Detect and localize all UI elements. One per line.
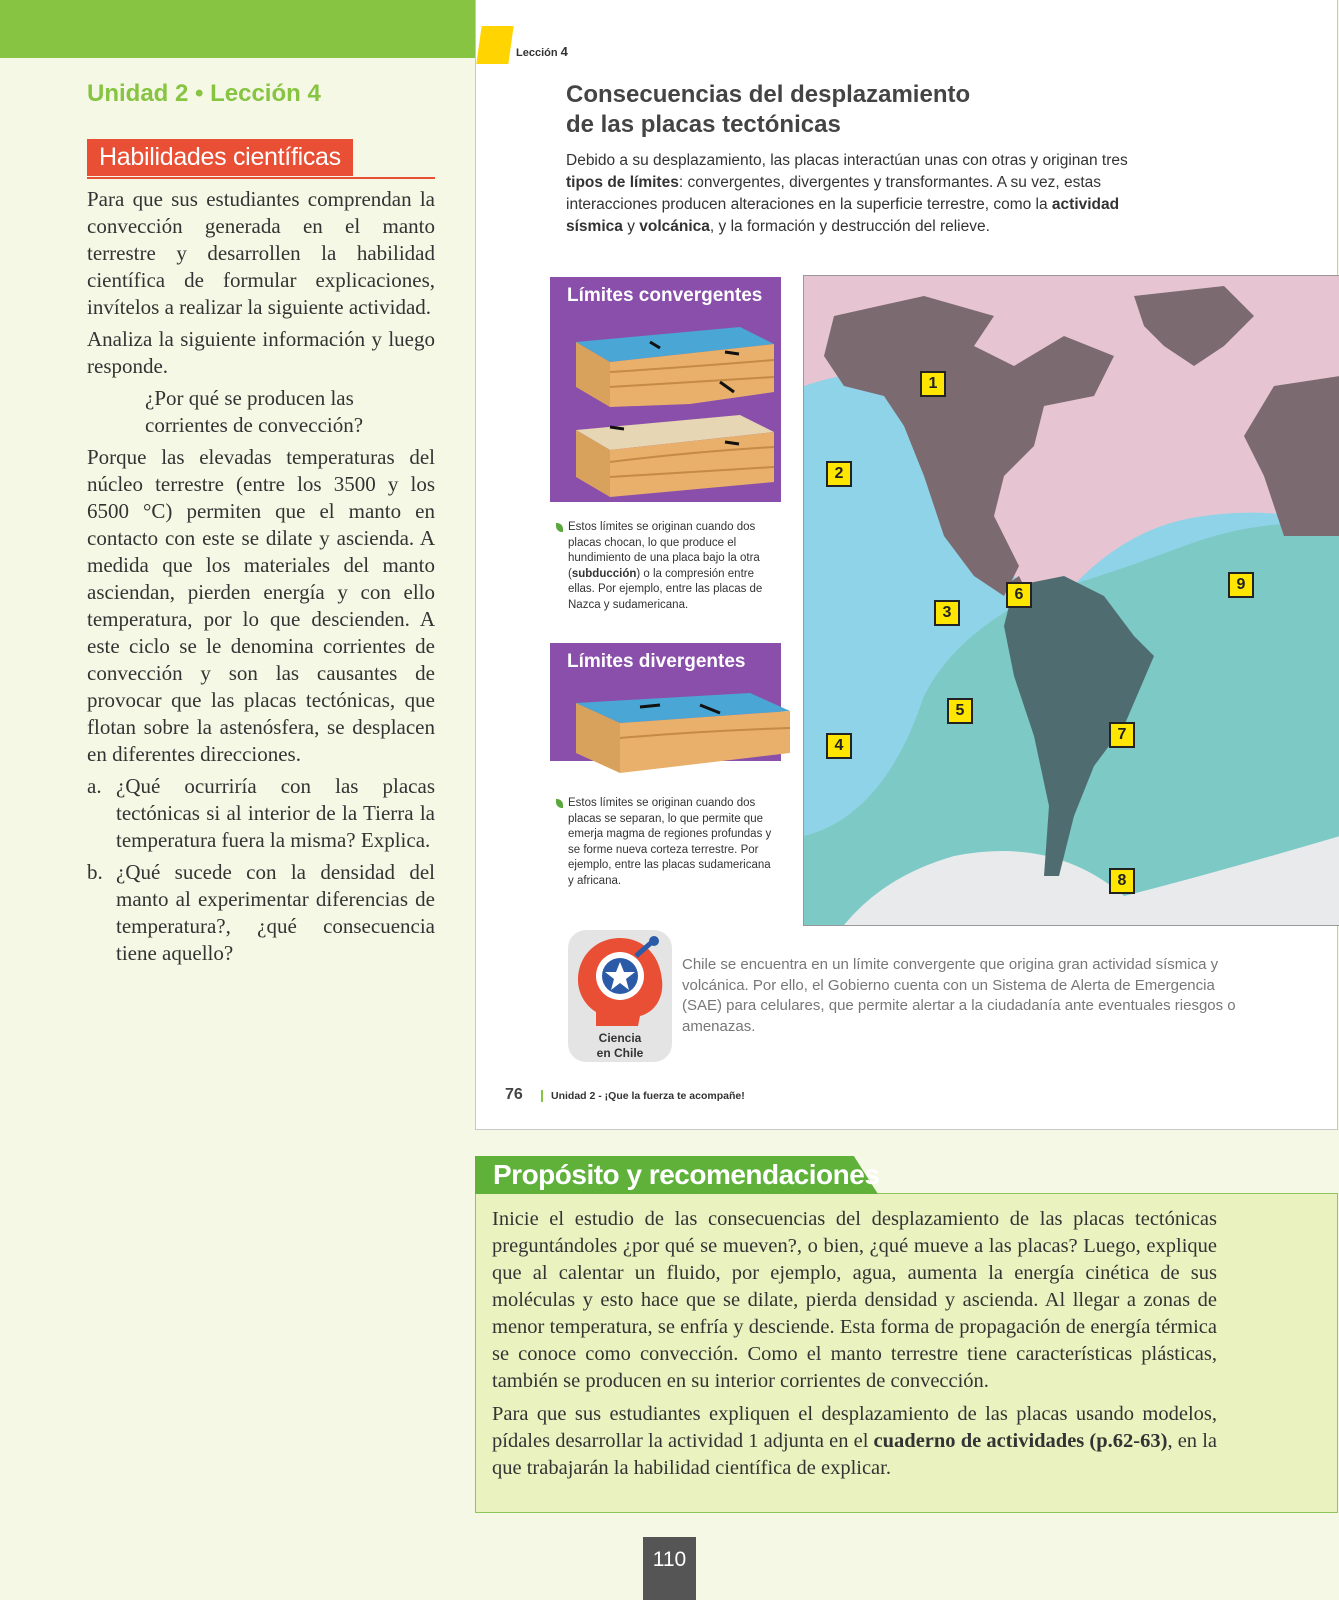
tectonic-map [803,275,1339,926]
leaf-bullet-icon [556,799,563,808]
list-marker: b. [87,860,103,884]
convergent-caption: Estos límites se originan cuando dos placas chocan, lo que produce el hundimiento de una placa bajo la otra (subducción) o la compresión entre ellas. Por ejemplo, entre las placas de Nazca y sudamericana. [568,520,773,613]
list-item-text: ¿Qué sucede con la densidad del manto al experimentar diferencias de temperatura?, ¿qué consecuencia tiene aquello? [116,860,435,965]
unit-lesson-title: Unidad 2 • Lección 4 [87,80,321,107]
instruction-paragraph: Analiza la siguiente información y luego responde. [87,327,435,378]
list-item [87,859,435,967]
book-footer: Unidad 2 - ¡Que la fuerza te acompañe! [551,1090,745,1102]
purpose-title: Propósito y recomendaciones [493,1159,880,1190]
badge-label: Ciencia en Chile [596,1031,644,1060]
skills-body [87,186,435,972]
map-label: 4 [826,733,852,759]
convergent-illustration [550,312,781,502]
list-marker: a. [87,774,102,798]
lesson-tab-marker [476,26,513,64]
map-label: 5 [947,698,973,724]
convergent-panel [550,277,781,502]
purpose-paragraph: Inicie el estudio de las consecuencias del desplazamiento de las placas tectónicas preguntándoles ¿por qué se mueven?, o bien, ¿qué mueve a las placas? Luego, explique que al calentar un fluido, por ejemplo, agua, aumenta la energía cinética de sus moléculas y esto hace que se dilate, pierda densidad y ascienda. Al llegar a zonas de menor temperatura, se enfría y desciende. Esta forma de propagación de energía térmica se conoce como convección. Como el manto terrestre tiene características plásticas, también se producen en su interior corrientes de convección. [492,1208,1217,1392]
map-label: 9 [1228,572,1254,598]
divergent-caption: Estos límites se originan cuando dos placas se separan, lo que permite que emerja magma de regiones profundas y se forme nueva corteza terrestre. Por ejemplo, entre las placas sudamericana y africana. [568,796,773,889]
skills-paragraph: Para que sus estudiantes comprendan la convección generada en el manto terrestre y desarrollen la habilidad científica de formular explicaciones, invítelos a realizar la siguiente actividad. [87,187,435,319]
divergent-title: Límites divergentes [567,651,746,672]
guide-page-number: 110 [643,1537,696,1600]
leaf-bullet-icon [556,523,563,532]
answer-paragraph: Porque las elevadas temperaturas del núcleo terrestre (entre los 3500 y los 6500 °C) permiten que el manto en contacto con este se dilate y ascienda. A medida que los materiales del manto asciendan, pierden energía y con ello temperatura, por lo que descienden. A este ciclo se le denomina corrientes de convección y son las causantes de provocar que las placas tectónicas, que flotan sobre la astenósfera, se desplacen en diferentes direcciones. [87,445,435,766]
skills-heading-label: Habilidades científicas [87,139,353,176]
footer-divider [541,1090,543,1102]
chile-paragraph: Chile se encuentra en un límite convergente que origina gran actividad sísmica y volcánica. Por ello, el Gobierno cuenta con un Sistema de Alerta de Emergencia (SAE) para celulares, que permite alertar a la ciudadanía ante eventuales riesgos o amenazas. [682,956,1236,1035]
header-band [0,0,476,58]
lesson-label: Lección 4 [516,44,568,59]
page-title: Consecuencias del desplazamiento de las placas tectónicas [566,81,971,138]
skills-heading [87,139,435,179]
map-label: 6 [1006,582,1032,608]
map-label: 2 [826,461,852,487]
map-label: 7 [1109,722,1135,748]
chile-head-star-icon [568,930,672,1030]
divergent-panel [550,643,781,761]
intro-paragraph: Debido a su desplazamiento, las placas interactúan unas con otras y originan tres tipos de límites: convergentes, divergentes y transformantes. A su vez, estas interacciones producen alteraciones en la superficie terrestre, como la actividad sísmica y volcánica, y la formación y destrucción del relieve. [566,152,1128,235]
divergent-illustration [550,683,790,793]
book-page-number: 76 [505,1086,523,1103]
map-label: 8 [1109,868,1135,894]
purpose-paragraph: Para que sus estudiantes expliquen el desplazamiento de las placas usando modelos, pídales desarrollar la actividad 1 adjunta en el cuaderno de actividades (p.62-63), en la que trabajarán la habilidad científica de explicar. [492,1403,1217,1479]
list-item-text: ¿Qué ocurriría con las placas tectónicas si al interior de la Tierra la temperatura fuera la misma? Explica. [116,774,435,852]
textbook-page [475,0,1338,1130]
list-item [87,773,435,854]
convergent-title: Límites convergentes [567,285,763,306]
map-label: 1 [920,371,946,397]
question: ¿Por qué se producen las corrientes de convección? [145,386,364,437]
ciencia-en-chile-badge [568,930,672,1062]
question-list [87,773,435,967]
plates-map-illustration [804,276,1339,925]
map-label: 3 [934,600,960,626]
purpose-body [492,1206,1217,1488]
